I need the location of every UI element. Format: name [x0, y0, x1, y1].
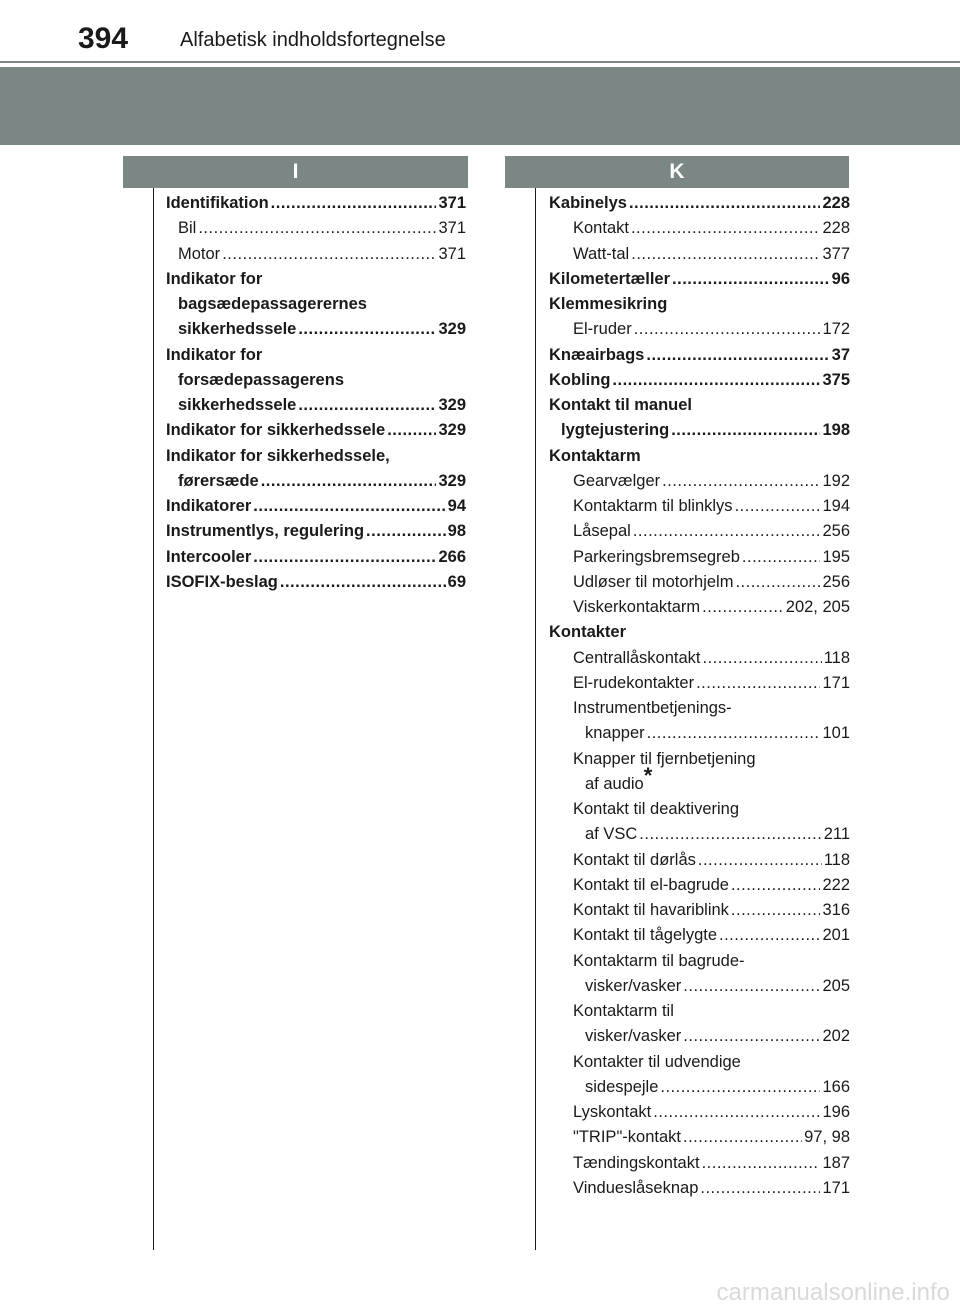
index-entry [549, 747, 850, 772]
dot-leader [612, 368, 820, 393]
index-entry [166, 292, 466, 317]
index-entry [549, 898, 850, 923]
index-entry [549, 822, 850, 847]
index-entry-page: 171 [822, 673, 850, 692]
dot-leader [731, 898, 821, 923]
index-entry [549, 620, 850, 645]
index-entry: af audio * [549, 772, 850, 797]
index-entry-text: Kabinelys [549, 194, 627, 212]
index-entry-page: 316 [822, 901, 850, 919]
index-entry-text: af audio [585, 774, 644, 793]
index-entry-page: 228 [822, 194, 850, 212]
dot-leader [280, 570, 446, 595]
index-entry-page: 97, 98 [804, 1128, 850, 1147]
index-entry [549, 646, 850, 671]
index-entry-text: Lyskontakt [573, 1103, 652, 1121]
dot-leader [735, 570, 820, 595]
dot-leader [702, 646, 821, 671]
index-entry-text: Indikator for sikkerhedssele, [166, 446, 390, 465]
index-entry-text: Udløser til motorhjelm [573, 572, 734, 591]
dot-leader [683, 1125, 802, 1150]
index-entry-text: Kontaktarm til bagrude- [573, 951, 745, 970]
index-entry-text: Instrumentbetjenings- [573, 699, 732, 717]
index-entry [549, 216, 850, 241]
dot-leader [222, 242, 436, 267]
index-entry [166, 570, 466, 595]
index-entry-page: 371 [438, 219, 466, 238]
index-entry [549, 949, 850, 974]
index-entry-page: 192 [822, 471, 850, 490]
index-entry-page: 371 [438, 244, 466, 263]
index-entry [549, 519, 850, 544]
index-entry [166, 191, 466, 216]
index-entry-text: sikkerhedssele [178, 396, 297, 414]
index-entry-text: Kontakt [573, 219, 629, 238]
index-entry [549, 444, 850, 469]
index-entry [166, 393, 466, 418]
index-entry-page: 329 [438, 421, 466, 440]
index-entry [549, 696, 850, 721]
index-entry-text: Kilometertæller [549, 269, 671, 288]
index-entry-page: 202 [822, 1027, 850, 1046]
index-entry-page: 196 [822, 1103, 850, 1121]
index-entry-page: 198 [822, 421, 850, 440]
dot-leader [298, 393, 436, 418]
page-number: 394 [78, 22, 129, 55]
dot-leader [633, 519, 821, 544]
index-entry-text: Instrumentlys, regulering [166, 522, 365, 541]
index-entry-page: 96 [831, 269, 850, 288]
index-entry [549, 671, 850, 696]
index-entry-text: Klemmesikring [549, 295, 668, 313]
dot-leader [646, 343, 829, 368]
dot-leader [647, 721, 821, 746]
dot-leader [198, 216, 436, 241]
index-entry-text: Indikator for [166, 269, 263, 288]
index-entry-text: Vindueslåseknap [573, 1178, 699, 1197]
index-entry-page: 118 [823, 850, 850, 869]
index-entry-page: 69 [447, 572, 466, 591]
index-entry [166, 545, 466, 570]
index-entry-text: Intercooler [166, 547, 252, 566]
index-entry-text: Indikator for [166, 345, 263, 364]
index-entry [549, 797, 850, 822]
index-entry-page: 187 [822, 1153, 850, 1172]
dot-leader [700, 1176, 820, 1201]
index-entry-text: Tændingskontakt [573, 1153, 700, 1172]
watermark: carmanualsonline.info [716, 1279, 950, 1306]
page-title: Alfabetisk indholdsfortegnelse [180, 29, 446, 51]
index-entry [549, 368, 850, 393]
index-entry-text: sidespejle [585, 1077, 659, 1096]
index-entry-page: 202, 205 [785, 598, 850, 616]
index-entry [166, 242, 466, 267]
index-entry [166, 519, 466, 544]
index-entry [166, 216, 466, 241]
index-entry-text: Kontakter [549, 623, 627, 642]
index-entry-page: 194 [822, 497, 850, 515]
index-entry-page: 266 [438, 547, 466, 566]
index-entry-text: Motor [178, 244, 221, 263]
index-entry [549, 1024, 850, 1049]
index-entry-text: Kontakt til deaktivering [573, 800, 740, 818]
index-entry-text: visker/vasker [585, 1027, 682, 1046]
index-entry-text: El-rudekontakter [573, 673, 695, 692]
index-entry [549, 974, 850, 999]
index-entry-text: Kontakt til el-bagrude [573, 875, 729, 894]
dot-leader [702, 595, 784, 620]
index-entry [166, 444, 466, 469]
dot-leader [639, 822, 821, 847]
index-entry-text: Kontakt til manuel [549, 396, 693, 414]
column-divider-left [153, 188, 154, 1250]
index-entry [166, 368, 466, 393]
dot-leader [634, 317, 821, 342]
dot-leader [253, 494, 445, 519]
dot-leader [696, 671, 820, 696]
index-entry-text: Parkeringsbremsegreb [573, 547, 740, 566]
index-entry-text: Viskerkontaktarm [573, 598, 701, 616]
index-entry-page: 118 [823, 648, 850, 667]
dot-leader [629, 191, 821, 216]
index-entry [166, 494, 466, 519]
dot-leader [660, 1075, 820, 1100]
dot-leader [298, 317, 436, 342]
index-entry-text: Indikator for sikkerhedssele [166, 421, 386, 440]
index-column-k [549, 191, 850, 1201]
dot-leader [742, 545, 821, 570]
index-entry-text: Centrallåskontakt [573, 648, 701, 667]
index-entry-page: 101 [822, 724, 850, 743]
section-header-i: I [123, 156, 468, 188]
index-entry-text: sikkerhedssele [178, 320, 297, 339]
dot-leader [387, 418, 436, 443]
index-entry [166, 343, 466, 368]
index-entry-text: bagsædepassagerernes [178, 295, 367, 313]
index-entry-text: førersæde [178, 471, 259, 490]
index-entry [549, 343, 850, 368]
index-entry-text: Identifikation [166, 194, 269, 212]
dot-leader [631, 242, 820, 267]
index-entry [549, 418, 850, 443]
index-entry-page: 256 [822, 522, 850, 541]
dot-leader [719, 923, 820, 948]
index-entry-text: El-ruder [573, 320, 632, 339]
index-entry [549, 317, 850, 342]
index-entry [549, 292, 850, 317]
section-header-k: K [505, 156, 849, 188]
index-entry [166, 267, 466, 292]
index-entry [549, 1075, 850, 1100]
dot-leader [698, 848, 822, 873]
index-entry [549, 469, 850, 494]
index-entry [549, 242, 850, 267]
index-entry [549, 1125, 850, 1150]
index-entry-page: 171 [822, 1178, 850, 1197]
header-rule [0, 61, 960, 63]
dot-leader [731, 873, 821, 898]
index-entry [166, 418, 466, 443]
dot-leader [261, 469, 437, 494]
dot-leader [653, 1100, 820, 1125]
index-entry-page: 195 [822, 547, 850, 566]
index-entry [549, 494, 850, 519]
index-entry-text: lygtejustering [561, 421, 670, 440]
index-entry-text: Bil [178, 219, 197, 238]
index-entry-text: af VSC [585, 825, 638, 844]
index-entry [166, 317, 466, 342]
dot-leader [253, 545, 436, 570]
index-entry-text: Kontakt til tågelygte [573, 926, 718, 945]
index-entry-page: 222 [822, 875, 850, 894]
index-entry-text: Låsepal [573, 522, 631, 541]
dot-leader [631, 216, 821, 241]
index-entry [549, 721, 850, 746]
index-entry [549, 545, 850, 570]
index-entry [549, 1176, 850, 1201]
index-entry-page: 256 [822, 572, 850, 591]
index-entry-text: visker/vasker [585, 976, 682, 995]
dot-leader [671, 418, 820, 443]
index-entry-page: 98 [447, 522, 466, 541]
index-entry [549, 267, 850, 292]
index-entry-text: Knæairbags [549, 345, 645, 364]
index-entry-page: 375 [822, 370, 850, 389]
index-entry-text: Kontakter til udvendige [573, 1052, 741, 1071]
dot-leader [366, 519, 446, 544]
index-entry-text: ISOFIX-beslag [166, 572, 278, 591]
index-entry [549, 848, 850, 873]
header-band [0, 67, 960, 145]
index-entry-page: 172 [822, 320, 850, 339]
dot-leader [271, 191, 437, 216]
index-entry-page: 211 [823, 825, 850, 844]
index-entry-page: 377 [822, 244, 850, 263]
index-entry [549, 1151, 850, 1176]
index-entry-text: Kontaktarm til [573, 1002, 674, 1020]
index-entry [549, 595, 850, 620]
index-entry-page: 329 [438, 396, 466, 414]
index-entry [549, 1050, 850, 1075]
index-entry-page: 329 [438, 320, 466, 339]
index-entry-text: "TRIP"-kontakt [573, 1128, 681, 1147]
index-entry-text: Watt-tal [573, 244, 630, 263]
index-entry-text: Kontaktarm [549, 446, 641, 465]
index-entry [549, 570, 850, 595]
dot-leader [735, 494, 821, 519]
index-entry-text: Knapper til fjernbetjening [573, 749, 756, 768]
index-entry-page: 37 [831, 345, 850, 364]
index-entry-page: 166 [822, 1077, 850, 1096]
index-entry-text: Gearvælger [573, 471, 661, 490]
dot-leader [683, 974, 820, 999]
index-entry-page: 205 [822, 976, 850, 995]
index-entry-page: 329 [438, 471, 466, 490]
index-entry [549, 923, 850, 948]
index-entry-page: 201 [822, 926, 850, 945]
index-entry-page: 94 [447, 497, 466, 515]
index-entry [549, 191, 850, 216]
index-entry-text: Indikatorer [166, 497, 252, 515]
index-entry-page: 228 [822, 219, 850, 238]
index-entry-text: Kontakt til dørlås [573, 850, 696, 869]
index-entry-page: 371 [438, 194, 466, 212]
index-entry-text: Kontaktarm til blinklys [573, 497, 733, 515]
dot-leader [672, 267, 830, 292]
column-divider-right [535, 188, 536, 1250]
index-entry [549, 873, 850, 898]
index-entry [549, 393, 850, 418]
index-column-i [166, 191, 466, 595]
index-entry [549, 999, 850, 1024]
index-entry-text: knapper [585, 724, 645, 743]
index-entry-text: Kontakt til havariblink [573, 901, 729, 919]
index-entry [166, 469, 466, 494]
dot-leader [662, 469, 820, 494]
index-entry-text: Kobling [549, 370, 611, 389]
dot-leader [702, 1151, 821, 1176]
index-entry-text: forsædepassagerens [178, 370, 344, 389]
index-entry [549, 1100, 850, 1125]
dot-leader [683, 1024, 820, 1049]
